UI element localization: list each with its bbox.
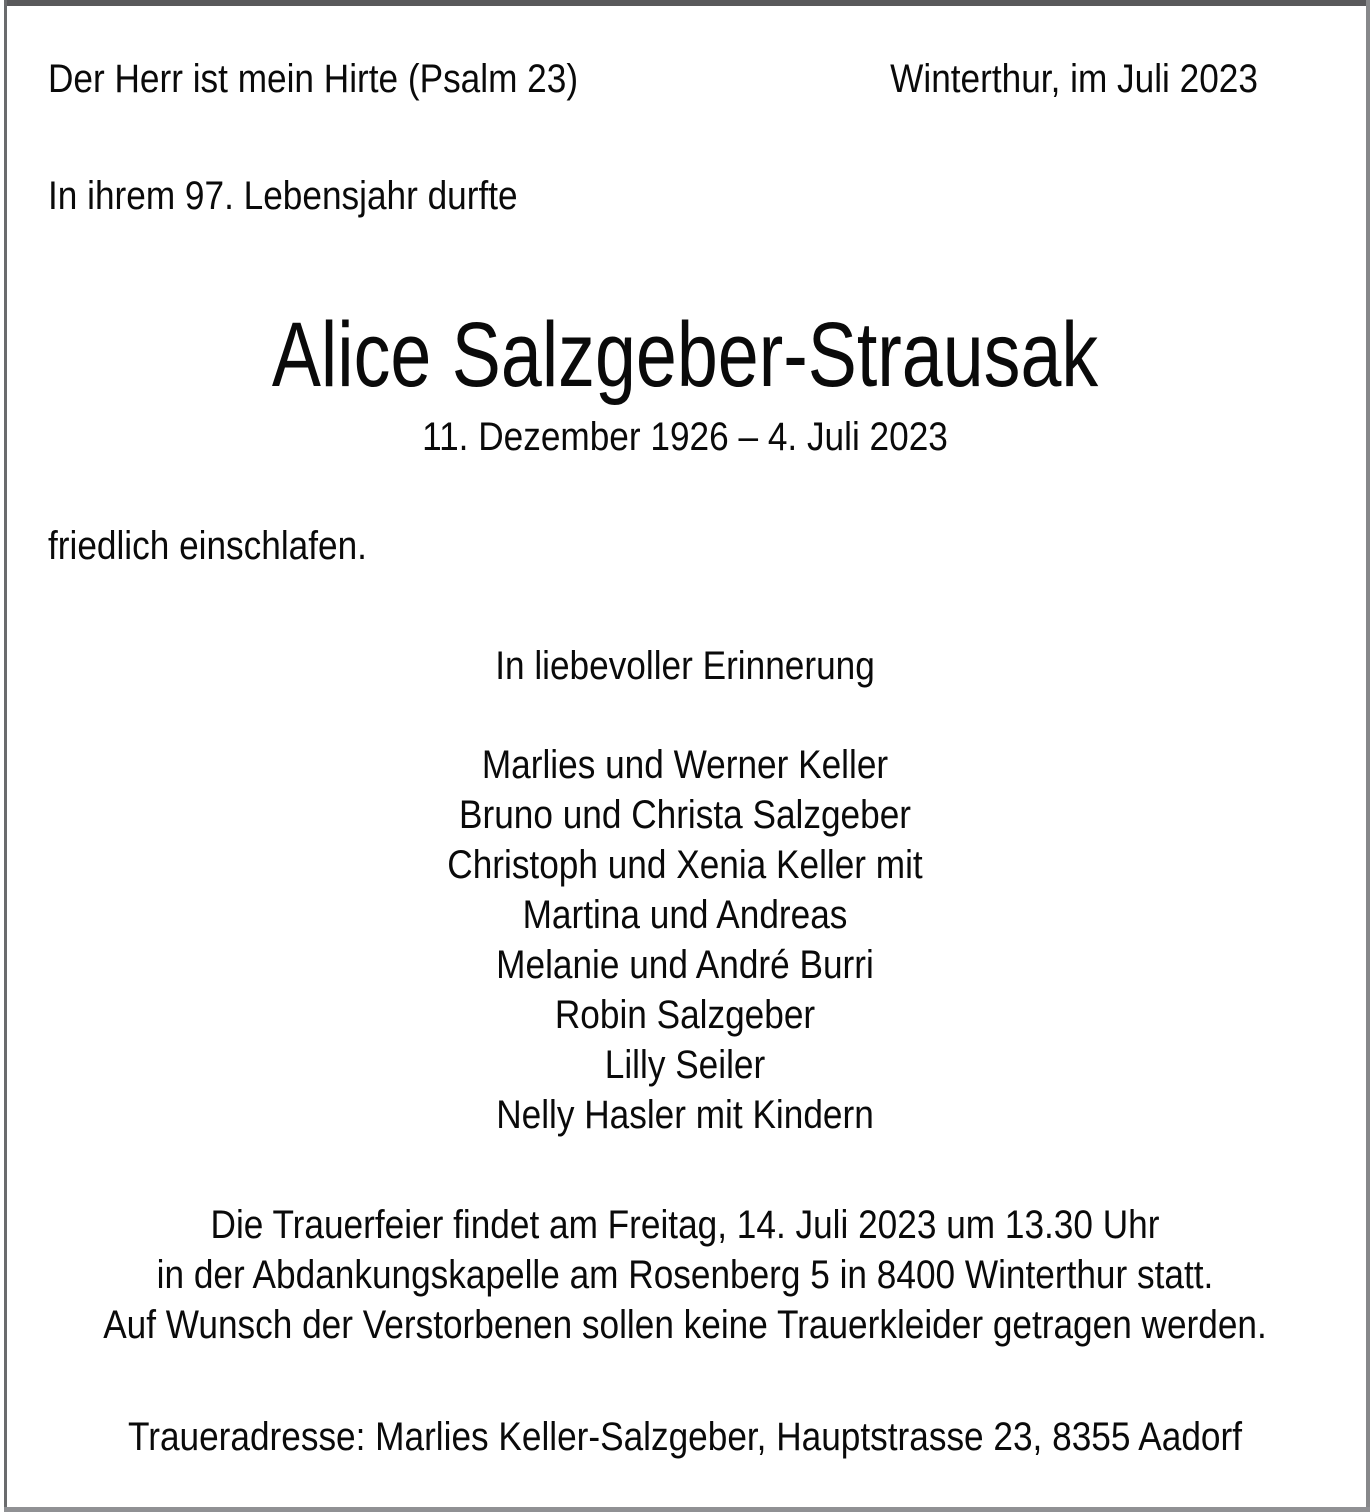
- place-and-date: Winterthur, im Juli 2023: [890, 57, 1258, 101]
- life-dates: 11. Dezember 1926 – 4. Juli 2023: [422, 415, 948, 459]
- header-row: [48, 55, 1258, 103]
- remembrance-title: In liebevoller Erinnerung: [495, 644, 875, 688]
- mourner-line: Nelly Hasler mit Kindern: [496, 1093, 874, 1137]
- mourner-line: Lilly Seiler: [604, 1043, 766, 1087]
- scan-border-left: [4, 0, 7, 1512]
- funeral-info: [82, 1200, 1288, 1350]
- scan-border-bottom: [4, 1507, 1370, 1512]
- scan-border-top: [4, 0, 1370, 6]
- mourners-list: [82, 740, 1288, 1140]
- mourner-line: Marlies und Werner Keller: [481, 743, 889, 787]
- mourner-line: Melanie und André Burri: [496, 943, 874, 987]
- mourner-line: Bruno und Christa Salzgeber: [458, 793, 911, 837]
- intro-line: In ihrem 97. Lebensjahr durfte: [48, 174, 518, 218]
- scan-border-right: [1366, 0, 1370, 1512]
- funeral-info-line: Auf Wunsch der Verstorbenen sollen keine Trauerkleider getragen werden.: [103, 1303, 1267, 1347]
- funeral-info-line: in der Abdankungskapelle am Rosenberg 5 in 8400 Winterthur statt.: [156, 1253, 1214, 1297]
- deceased-name: Alice Salzgeber-Strausak: [271, 304, 1099, 406]
- closing-line: friedlich einschlafen.: [48, 524, 367, 568]
- mourning-address: Traueradresse: Marlies Keller-Salzgeber, Hauptstrasse 23, 8355 Aadorf: [128, 1415, 1242, 1459]
- mourner-line: Christoph und Xenia Keller mit: [447, 843, 923, 887]
- mourner-line: Robin Salzgeber: [554, 993, 816, 1037]
- funeral-info-line: Die Trauerfeier findet am Freitag, 14. Juli 2023 um 13.30 Uhr: [210, 1203, 1160, 1247]
- mourner-line: Martina und Andreas: [522, 893, 848, 937]
- psalm-quote: Der Herr ist mein Hirte (Psalm 23): [48, 57, 579, 101]
